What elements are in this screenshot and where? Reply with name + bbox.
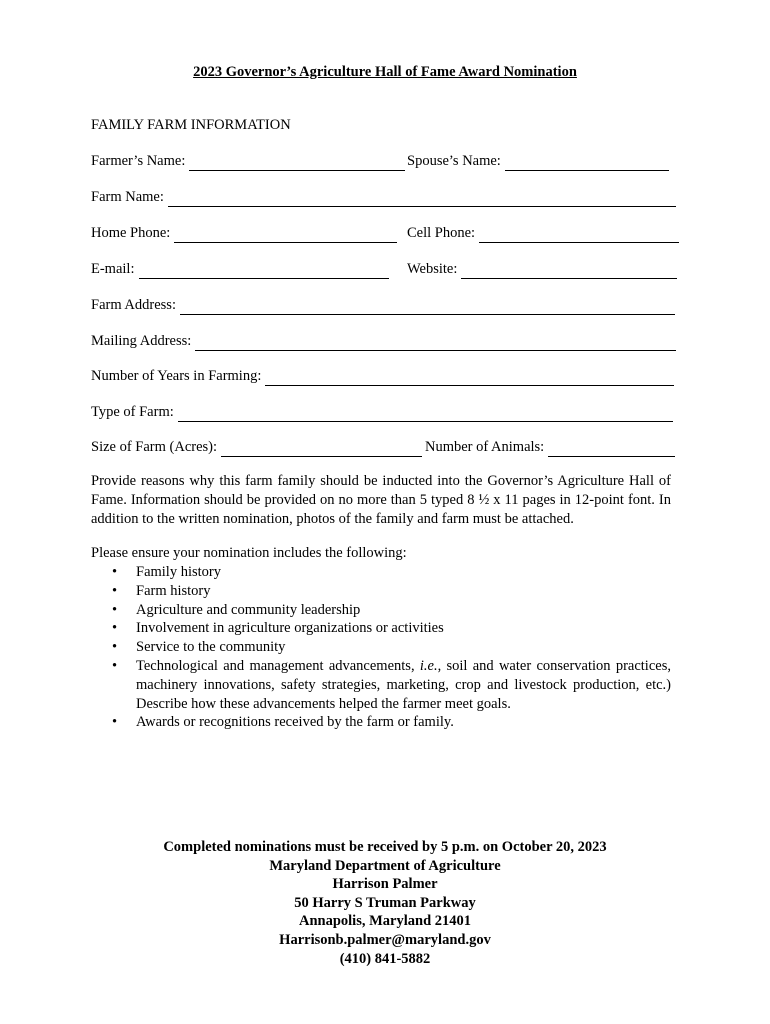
- department-name: Maryland Department of Agriculture: [269, 857, 501, 874]
- number-of-animals-label: Number of Animals:: [425, 439, 545, 455]
- farmer-name-line[interactable]: [189, 156, 405, 171]
- submission-info: [0, 838, 770, 968]
- mailing-address-label: Mailing Address:: [91, 333, 192, 349]
- bullet-icon: •: [112, 582, 118, 599]
- spouse-name-line[interactable]: [505, 156, 669, 171]
- list-item: [91, 657, 671, 713]
- number-of-animals-line[interactable]: [548, 442, 675, 457]
- size-of-farm-field[interactable]: [91, 437, 422, 457]
- list-item: [91, 713, 671, 732]
- size-of-farm-line[interactable]: [221, 442, 422, 457]
- size-row: [91, 437, 681, 457]
- farm-name-label: Farm Name:: [91, 189, 164, 205]
- cell-phone-line[interactable]: [479, 228, 679, 243]
- list-item-text: Farm history: [136, 582, 211, 599]
- list-item-text: Agriculture and community leadership: [136, 601, 361, 618]
- years-farming-label: Number of Years in Farming:: [91, 368, 262, 384]
- contact-name: Harrison Palmer: [332, 876, 438, 893]
- instructions-paragraph: Provide reasons why this farm family should be inducted into the Governor’s Agriculture Hall of Fame. Information should be provided on no more than 5 typed 8 ½ x 11 pages in 12-point font. In addition to the written nomination, photos of the family and farm must be attached.: [91, 473, 671, 527]
- list-item: [91, 563, 671, 582]
- phone-row: [91, 223, 681, 243]
- type-of-farm-label: Type of Farm:: [91, 404, 174, 420]
- mailing-address-line[interactable]: [195, 336, 676, 351]
- street-address: 50 Harry S Truman Parkway: [294, 894, 476, 911]
- farm-name-field[interactable]: [91, 187, 676, 207]
- spouse-name-field[interactable]: [407, 151, 669, 171]
- list-item: [91, 601, 671, 620]
- list-item-text: Involvement in agriculture organizations or activities: [136, 620, 444, 637]
- bullet-icon: •: [112, 714, 118, 731]
- requirements-list: [91, 563, 671, 732]
- type-of-farm-field[interactable]: [91, 402, 673, 422]
- requirements-intro: Please ensure your nomination includes the following:: [91, 545, 407, 561]
- bullet-icon: •: [112, 601, 118, 618]
- contact-email: Harrisonb.palmer@maryland.gov: [279, 931, 491, 948]
- cell-phone-field[interactable]: [407, 223, 679, 243]
- years-farming-line[interactable]: [265, 371, 674, 386]
- farmer-name-field[interactable]: [91, 151, 405, 171]
- list-item-text: Family history: [136, 564, 221, 580]
- years-farming-row: [91, 366, 681, 386]
- cell-phone-label: Cell Phone:: [407, 225, 476, 241]
- bullet-icon: •: [112, 657, 118, 674]
- size-of-farm-label: Size of Farm (Acres):: [91, 439, 218, 455]
- type-of-farm-line[interactable]: [178, 407, 673, 422]
- farm-address-label: Farm Address:: [91, 297, 176, 313]
- bullet-icon: •: [112, 620, 118, 637]
- city-state-zip: Annapolis, Maryland 21401: [298, 913, 472, 930]
- farm-address-field[interactable]: [91, 295, 675, 315]
- list-item-text: Technological and management advancements, i.e., soil and water conservation practices, machinery innovations, safety strategies, marketing, crop and livestock production, etc.) Describe how these advancements helped the farmer meet goals.: [136, 657, 671, 712]
- email-field[interactable]: [91, 259, 389, 279]
- form-title: 2023 Governor’s Agriculture Hall of Fame Award Nomination: [193, 64, 577, 80]
- list-item-text: Awards or recognitions received by the farm or family.: [136, 714, 454, 731]
- email-line[interactable]: [139, 264, 390, 279]
- mailing-address-row: [91, 331, 681, 351]
- home-phone-label: Home Phone:: [91, 225, 171, 241]
- name-row: [91, 151, 681, 171]
- section-heading: FAMILY FARM INFORMATION: [91, 117, 291, 133]
- spouse-name-label: Spouse’s Name:: [407, 153, 501, 169]
- farm-address-row: [91, 295, 681, 315]
- home-phone-line[interactable]: [174, 228, 397, 243]
- website-field[interactable]: [407, 259, 677, 279]
- number-of-animals-field[interactable]: [425, 437, 675, 457]
- farm-address-line[interactable]: [180, 300, 675, 315]
- contact-row: [91, 259, 681, 279]
- list-item-text: Service to the community: [136, 639, 286, 656]
- mailing-address-field[interactable]: [91, 331, 676, 351]
- home-phone-field[interactable]: [91, 223, 397, 243]
- website-label: Website:: [407, 261, 458, 277]
- list-item: [91, 638, 671, 657]
- farm-name-line[interactable]: [168, 192, 676, 207]
- website-line[interactable]: [461, 264, 677, 279]
- years-farming-field[interactable]: [91, 366, 674, 386]
- type-of-farm-row: [91, 402, 681, 422]
- contact-phone: (410) 841-5882: [339, 950, 431, 967]
- bullet-icon: •: [112, 564, 118, 580]
- bullet-icon: •: [112, 639, 118, 656]
- list-item: [91, 582, 671, 601]
- deadline-text: Completed nominations must be received by 5 p.m. on October 20, 2023: [163, 839, 607, 855]
- email-label: E-mail:: [91, 261, 135, 277]
- list-item: [91, 619, 671, 638]
- farm-name-row: [91, 187, 681, 207]
- farmer-name-label: Farmer’s Name:: [91, 153, 186, 169]
